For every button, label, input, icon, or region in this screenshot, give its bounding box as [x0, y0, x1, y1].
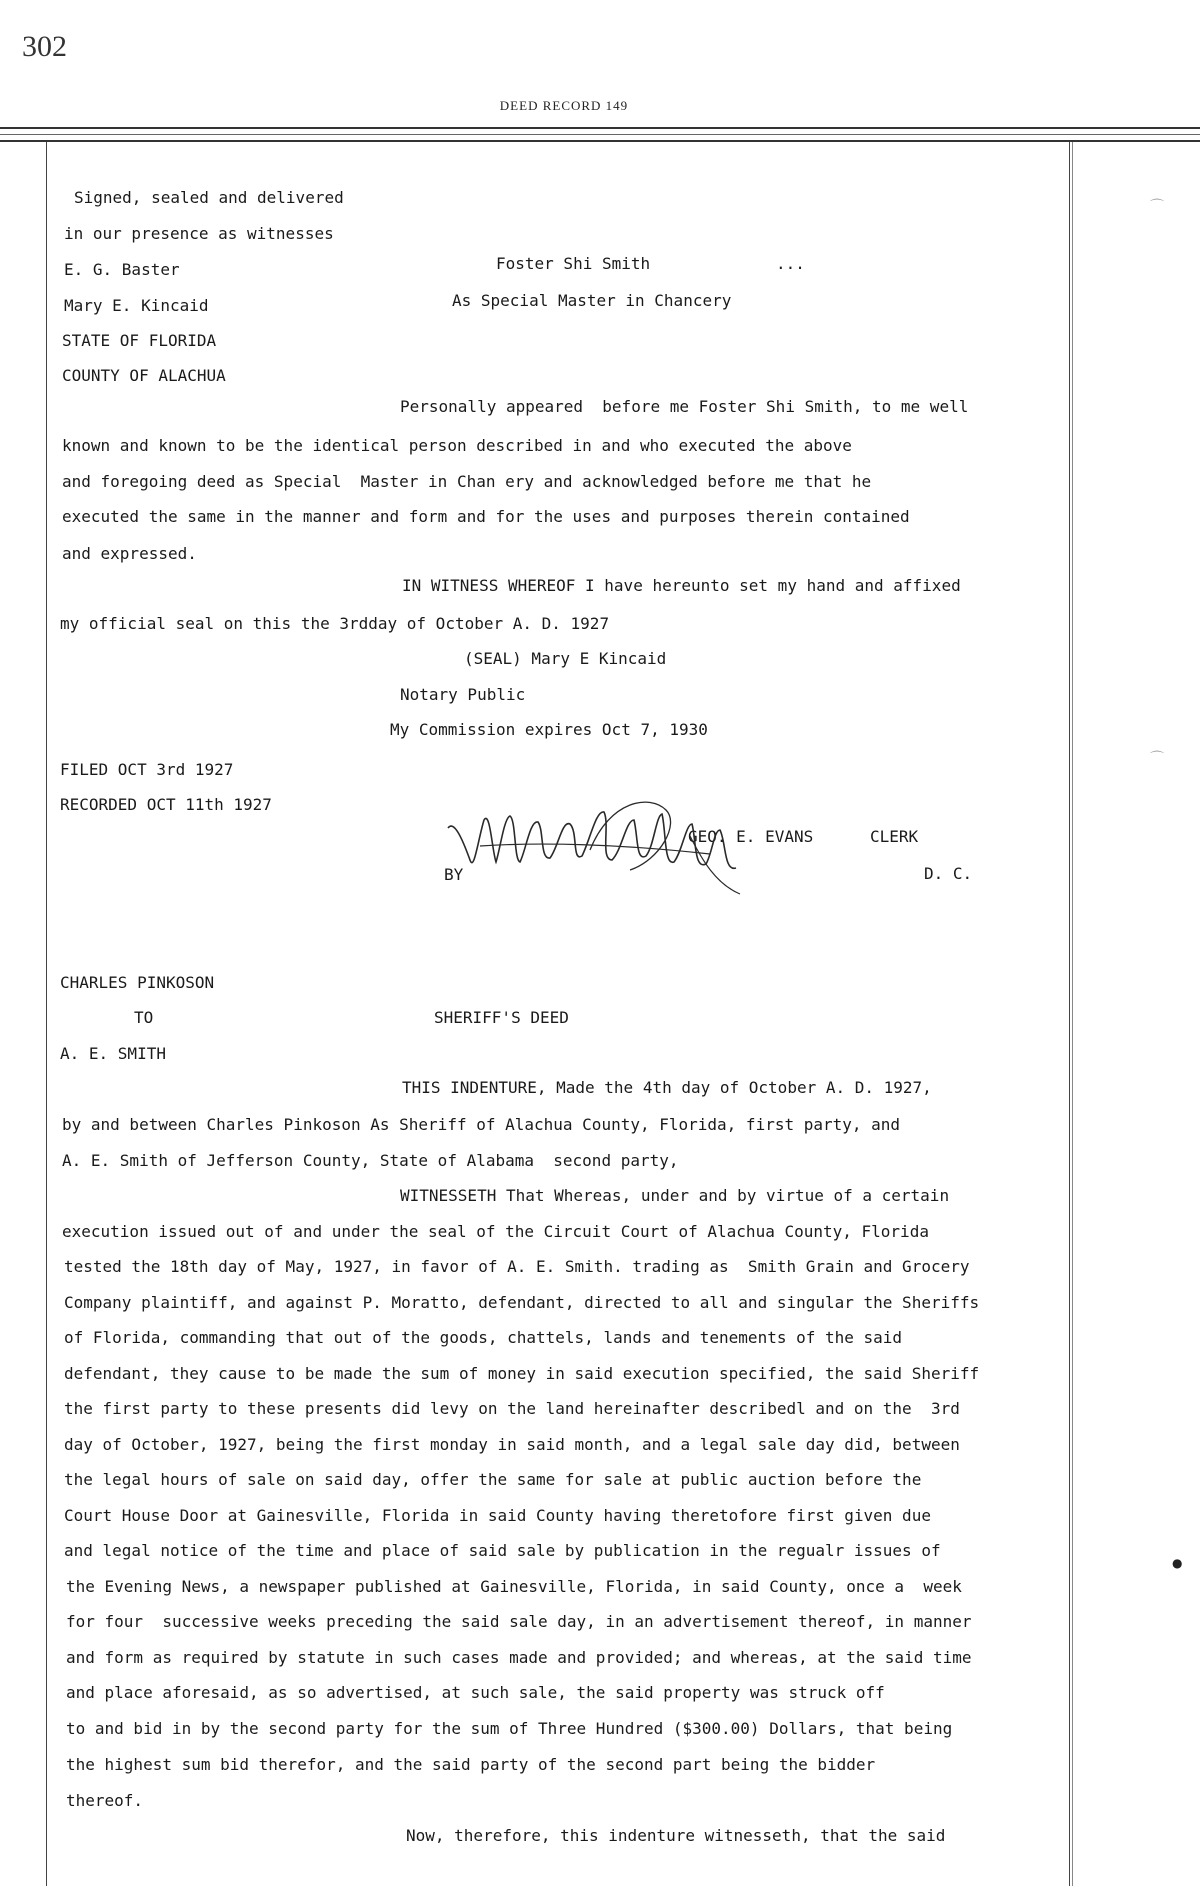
witness-clause-line: my official seal on this the 3rdday of October A. D. 1927 [60, 614, 610, 633]
ack-body-line: Personally appeared before me Foster Shi Smith, to me well [400, 397, 969, 416]
deed-body-line: and legal notice of the time and place of said sale by publication in the regualr issues of [64, 1541, 941, 1560]
deed-body-line: the highest sum bid therefor, and the said party of the second part being the bidder [66, 1755, 876, 1774]
deed-body-line: the Evening News, a newspaper published at Gainesville, Florida, in said County, once a week [66, 1577, 962, 1596]
deed-body-line: the legal hours of sale on said day, offer the same for sale at public auction before the [64, 1470, 922, 1489]
filed-date: FILED OCT 3rd 1927 [60, 760, 234, 779]
by-label: BY [444, 865, 464, 884]
deed-body-line: and form as required by statute in such cases made and provided; and whereas, at the said time [66, 1648, 972, 1667]
deed-body-line: defendant, they cause to be made the sum of money in said execution specified, the said Sheriff [64, 1364, 980, 1383]
ack-body-line: and expressed. [62, 544, 197, 563]
margin-tick-mark: ⌒ [1150, 199, 1164, 215]
witness-name: Mary E. Kincaid [64, 296, 209, 315]
deed-title: SHERIFF'S DEED [434, 1008, 569, 1027]
signer-name: Foster Shi Smith [496, 254, 651, 273]
ack-body-line: executed the same in the manner and form and for the uses and purposes therein contained [62, 507, 910, 526]
signer-title: As Special Master in Chancery [452, 291, 732, 310]
venue-county: COUNTY OF ALACHUA [62, 366, 226, 385]
deputy-clerk-signature [440, 790, 820, 910]
record-book-title: DEED RECORD 149 [499, 98, 629, 113]
deed-body-line: WITNESSETH That Whereas, under and by virtue of a certain [400, 1186, 950, 1205]
deed-body-line: A. E. Smith of Jefferson County, State of Alabama second party, [62, 1151, 679, 1170]
notary-seal-line: (SEAL) Mary E Kincaid [464, 649, 667, 668]
deed-body-line: thereof. [66, 1791, 144, 1810]
witness-name: E. G. Baster [64, 260, 180, 279]
grantor-name: CHARLES PINKOSON [60, 973, 215, 992]
witness-line: in our presence as witnesses [64, 224, 334, 243]
commission-expiry: My Commission expires Oct 7, 1930 [390, 720, 708, 739]
deed-body-line: Court House Door at Gainesville, Florida in said County having theretofore first given due [64, 1506, 931, 1525]
deed-body-line: and place aforesaid, as so advertised, at such sale, the said property was struck off [66, 1683, 885, 1702]
to-label: TO [134, 1008, 154, 1027]
deed-body-line: execution issued out of and under the seal of the Circuit Court of Alachua County, Florida [62, 1222, 929, 1241]
ack-body-line: known and known to be the identical person described in and who executed the above [62, 436, 852, 455]
deed-body-line: tested the 18th day of May, 1927, in favor of A. E. Smith. trading as Smith Grain and Grocery [64, 1257, 970, 1276]
deed-body-line: Company plaintiff, and against P. Moratto, defendant, directed to all and singular the Sheriffs [64, 1293, 980, 1312]
deed-body-line: to and bid in by the second party for the sum of Three Hundred ($300.00) Dollars, that being [66, 1719, 953, 1738]
margin-dot: ● [1172, 1556, 1183, 1570]
deed-body-line: the first party to these presents did levy on the land hereinafter describedl and on the 3rd [64, 1399, 960, 1418]
clerk-title: CLERK [870, 827, 919, 846]
deed-body-line: of Florida, commanding that out of the goods, chattels, lands and tenements of the said [64, 1328, 903, 1347]
venue-state: STATE OF FLORIDA [62, 331, 217, 350]
ack-body-line: and foregoing deed as Special Master in Chan ery and acknowledged before me that he [62, 472, 872, 491]
margin-tick-mark: ⌒ [1150, 751, 1164, 767]
recorded-date: RECORDED OCT 11th 1927 [60, 795, 272, 814]
deed-body-line: by and between Charles Pinkoson As Sheriff of Alachua County, Florida, first party, and [62, 1115, 901, 1134]
deputy-clerk-label: D. C. [924, 864, 973, 883]
witness-clause-line: IN WITNESS WHEREOF I have hereunto set my hand and affixed [402, 576, 961, 595]
deed-body-line: Now, therefore, this indenture witnesseth, that the said [406, 1826, 946, 1845]
deed-body-line: THIS INDENTURE, Made the 4th day of October A. D. 1927, [402, 1078, 932, 1097]
notary-title: Notary Public [400, 685, 526, 704]
deed-body-line: day of October, 1927, being the first monday in said month, and a legal sale day did, between [64, 1435, 960, 1454]
page-number: 302 [22, 30, 67, 63]
clerk-name: GEO. E. EVANS [688, 827, 814, 846]
witness-line: Signed, sealed and delivered [74, 188, 344, 207]
deed-body-line: for four successive weeks preceding the said sale day, in an advertisement thereof, in manner [66, 1612, 972, 1631]
signer-mark: ... [776, 254, 805, 273]
grantee-name: A. E. SMITH [60, 1044, 166, 1063]
